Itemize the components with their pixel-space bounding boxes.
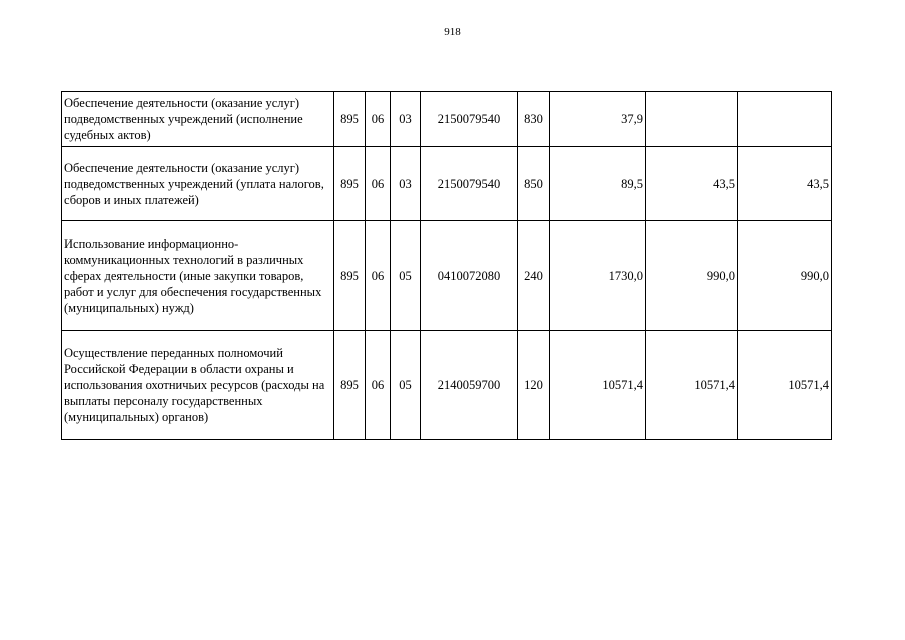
amount-year2-cell: [646, 92, 738, 147]
table-row: [62, 331, 832, 440]
amount-year1-cell: 10571,4: [550, 331, 646, 440]
section-code-cell: 06: [366, 331, 391, 440]
expense-type-cell: 240: [518, 221, 550, 331]
amount-year3-cell: 43,5: [738, 147, 832, 221]
table-row: [62, 221, 832, 331]
ministry-code-cell: 895: [334, 147, 366, 221]
expense-type-cell: 830: [518, 92, 550, 147]
ministry-code-cell: 895: [334, 221, 366, 331]
subsection-code-cell: 03: [391, 147, 421, 221]
target-article-cell: 2150079540: [421, 92, 518, 147]
expense-type-cell: 120: [518, 331, 550, 440]
expense-name-cell: Обеспечение деятельности (оказание услуг) подведомственных учреждений (уплата налогов, сборов и иных платежей): [62, 147, 334, 221]
subsection-code-cell: 05: [391, 221, 421, 331]
table-row: [62, 92, 832, 147]
amount-year2-cell: 43,5: [646, 147, 738, 221]
expense-name-cell: Обеспечение деятельности (оказание услуг) подведомственных учреждений (исполнение судебных актов): [62, 92, 334, 147]
section-code-cell: 06: [366, 92, 391, 147]
section-code-cell: 06: [366, 221, 391, 331]
target-article-cell: 2150079540: [421, 147, 518, 221]
amount-year1-cell: 1730,0: [550, 221, 646, 331]
amount-year3-cell: 10571,4: [738, 331, 832, 440]
amount-year3-cell: 990,0: [738, 221, 832, 331]
subsection-code-cell: 05: [391, 331, 421, 440]
target-article-cell: 2140059700: [421, 331, 518, 440]
expense-name-cell: Осуществление переданных полномочий Российской Федерации в области охраны и использования охотничьих ресурсов (расходы на выплаты персоналу государственных (муниципальных) органов): [62, 331, 334, 440]
expense-type-cell: 850: [518, 147, 550, 221]
expense-name-cell: Использование информационно-коммуникационных технологий в различных сферах деятельности (иные закупки товаров, работ и услуг для обеспечения государственных (муниципальных) нужд): [62, 221, 334, 331]
amount-year1-cell: 89,5: [550, 147, 646, 221]
amount-year2-cell: 10571,4: [646, 331, 738, 440]
amount-year3-cell: [738, 92, 832, 147]
target-article-cell: 0410072080: [421, 221, 518, 331]
subsection-code-cell: 03: [391, 92, 421, 147]
amount-year1-cell: 37,9: [550, 92, 646, 147]
section-code-cell: 06: [366, 147, 391, 221]
amount-year2-cell: 990,0: [646, 221, 738, 331]
page-number: 918: [444, 26, 461, 38]
budget-table: [61, 91, 832, 440]
ministry-code-cell: 895: [334, 331, 366, 440]
table-row: [62, 147, 832, 221]
ministry-code-cell: 895: [334, 92, 366, 147]
